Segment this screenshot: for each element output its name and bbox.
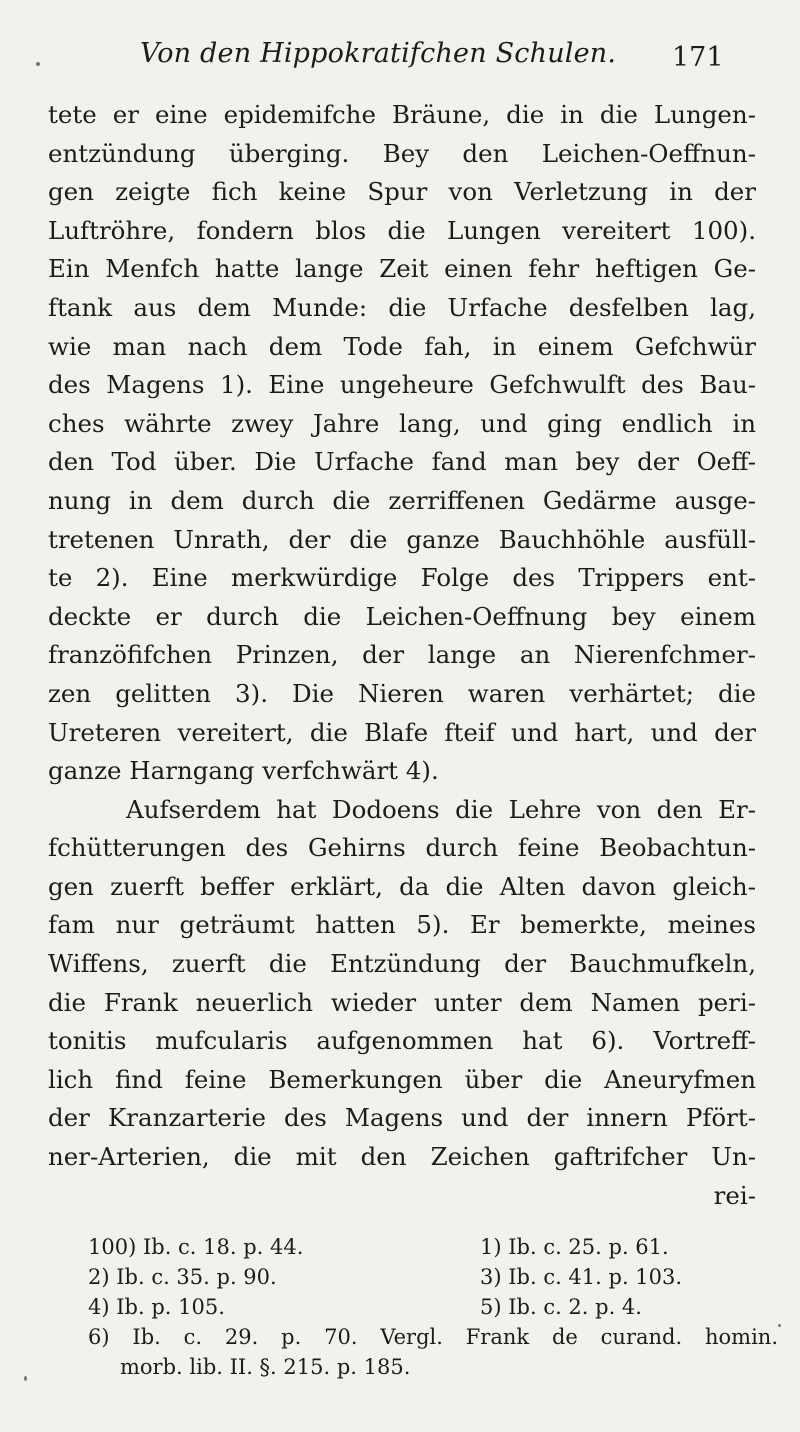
text-line: ganze Harngang verfchwärt 4). (48, 756, 439, 786)
footnote-row (88, 1262, 778, 1292)
footnote-6-continuation: morb. lib. II. §. 215. p. 185. (120, 1355, 411, 1379)
text-line: ner-Arterien, die mit den Zeichen gaftrifcher Un- (48, 1142, 756, 1172)
text-line: gen zeigte fich keine Spur von Verletzung in der (48, 177, 756, 207)
text-line: ftank aus dem Munde: die Urfache desfelben lag, (48, 292, 756, 322)
footnote-row (88, 1322, 778, 1352)
body-text (48, 96, 756, 1215)
text-line: der Kranzarterie des Magens und der innern Pfört- (48, 1103, 756, 1133)
footnote-row (88, 1232, 778, 1262)
text-line: tretenen Unrath, der die ganze Bauchhöhle ausfüll- (48, 524, 756, 554)
paper-speck (36, 62, 40, 66)
text-line: te 2). Eine merkwürdige Folge des Trippers ent- (48, 563, 756, 593)
paper-speck (24, 1376, 27, 1381)
text-line: Ureteren vereitert, die Blafe fteif und hart, und der (48, 717, 756, 747)
text-line: die Frank neuerlich wieder unter dem Namen peri- (48, 987, 756, 1017)
text-line: den Tod über. Die Urfache fand man bey der Oeff- (48, 447, 756, 477)
text-line: fchütterungen des Gehirns durch feine Beobachtun- (48, 833, 756, 863)
footnote-4: 4) Ib. p. 105. (88, 1295, 225, 1319)
footnote-row (88, 1292, 778, 1322)
catchword: rei- (713, 1180, 756, 1210)
text-line: Aufserdem hat Dodoens die Lehre von den Er- (126, 794, 756, 824)
text-line: tete er eine epidemifche Bräune, die in die Lungen- (48, 100, 756, 129)
text-line: fam nur geträumt hatten 5). Er bemerkte, meines (48, 910, 756, 940)
paper-speck (778, 1324, 781, 1327)
footnote-2: 2) Ib. c. 35. p. 90. (88, 1265, 277, 1289)
text-line: deckte er durch die Leichen-Oeffnung bey einem (48, 601, 756, 631)
text-line: Wiffens, zuerft die Entzündung der Bauchmufkeln, (48, 949, 756, 979)
text-line: wie man nach dem Tode fah, in einem Gefchwür (48, 331, 756, 361)
text-line: ches währte zwey Jahre lang, und ging endlich in (48, 408, 756, 438)
footnote-3: 3) Ib. c. 41. p. 103. (480, 1265, 683, 1289)
text-line: Ein Menfch hatte lange Zeit einen fehr heftigen Ge- (48, 254, 756, 284)
footnote-row (88, 1352, 778, 1382)
footnote-5: 5) Ib. c. 2. p. 4. (480, 1295, 642, 1319)
footnote-1: 1) Ib. c. 25. p. 61. (480, 1235, 669, 1259)
text-line: lich find feine Bemerkungen über die Aneuryfmen (48, 1064, 756, 1094)
text-line: tonitis mufcularis aufgenommen hat 6). Vortreff- (48, 1026, 756, 1056)
text-line: des Magens 1). Eine ungeheure Gefchwulft des Bau- (48, 370, 756, 400)
footnotes (88, 1232, 778, 1382)
footnote-6: 6) Ib. c. 29. p. 70. Vergl. Frank de curand. homin. (88, 1325, 778, 1349)
running-title: Von den Hippokratifchen Schulen. (140, 38, 617, 69)
text-line: Luftröhre, fondern blos die Lungen vereitert 100). (48, 215, 756, 245)
running-header (0, 38, 800, 78)
text-line: gen zuerft beffer erklärt, da die Alten davon gleich- (48, 871, 756, 901)
text-line: nung in dem durch die zerriffenen Gedärme ausge- (48, 485, 756, 515)
text-line: franzöfifchen Prinzen, der lange an Nierenfchmer- (48, 640, 756, 670)
page-number: 171 (672, 42, 724, 73)
footnote-100: 100) Ib. c. 18. p. 44. (88, 1235, 304, 1259)
text-line: entzündung überging. Bey den Leichen-Oeffnun- (48, 138, 756, 168)
text-line: zen gelitten 3). Die Nieren waren verhärtet; die (48, 678, 756, 708)
